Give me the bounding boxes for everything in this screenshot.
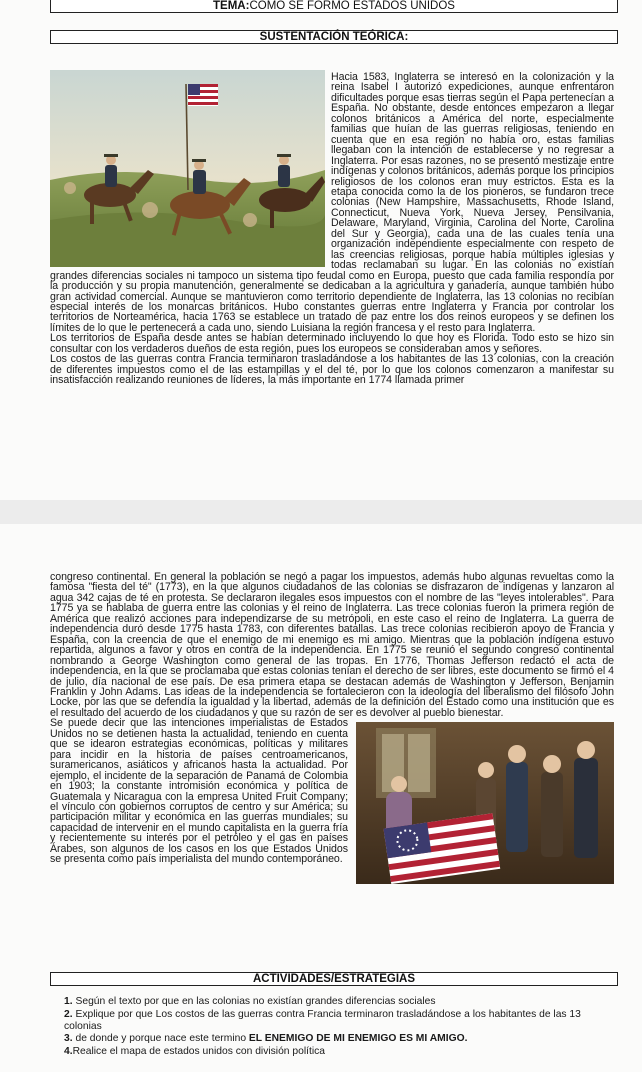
page2-body-text [50, 572, 614, 884]
independence-flag-illustration [356, 722, 614, 884]
document-page-1 [0, 0, 642, 500]
page1-paragraph-1: Hacia 1583, Inglaterra se interesó en la colonización y la reina Isabel I autorizó expediciones, aunque enfrentaron dificultades porque esas tierras según el Papa pertenecían a España. No obstante, desde entonces empezaron a llegar colonos británicos a América del norte, especialmente familias que huían de las guerras religiosas, teniendo en cuenta que en esa región no había oro, estas familias llegaban con la intención de establecerse y no regresar a Inglaterra. Por esas razones, no se presentó mestizaje entre indígenas y colonos británicos, además porque los principios religiosos de los colonos eran muy estrictos. Esta es la etapa conocida como la de los pioneros, se fundaron trece colonias (New Hampshire, Massachusetts, Rhode Island, Connecticut, Nueva York, Nueva Jersey, Pensilvania, Delaware, Maryland, Virginia, Carolina del Norte, Carolina del Sur y Georgia), cada una de las cuales tenía una organización independiente especialmente con respeto de las creencias religiosas, porque había múltiples iglesias y todas reclamaban su lugar. En las colonias no existían grandes diferencias sociales ni tampoco un sistema tipo feudal como en Europa, puesto que cada familia respondía por la producción y su propia manutención, generalmente se dedicaban a la agricultura y ganadería, aunque también hubo gran actividad comercial. Aunque se mantuvieron como territorio dependiente de Inglaterra, las 13 colonias no recibían especial interés de los monarcas británicos. Hubo constantes guerras entre Inglaterra y Francia por controlar los territorios de Norteamérica, hacia 1763 se establece un tratado de paz entre los dos reinos europeos y se definen los límites de lo que le pertenecerá a cada uno, siendo Luisiana la región francesa y el resto para Inglaterra. [50, 71, 614, 334]
cavalry-charge-illustration [50, 70, 325, 267]
activity-item: 2. Explique por que Los costos de las guerras contra Francia terminaron trasladándose a los habitantes de las 13 colonias [64, 1008, 581, 1032]
american-flag-icon [188, 84, 218, 106]
theoretical-basis-title: SUSTENTACIÓN TEÓRICA: [50, 30, 618, 44]
document-page-2 [0, 524, 642, 1072]
page2-paragraph-2: Se puede decir que las intenciones imperialistas de Estados Unidos no se detienen hasta la actualidad, teniendo en cuenta que se idearon estrategias económicas, políticas y militares para incidir en la historia de países centroamericanos, suramericanos, asiáticos y africanos hasta la actualidad. Por ejemplo, el incidente de la separación de Panamá de Colombia en 1903; la constante intromisión económica y política de Guatemala y Nicaragua con la empresa United Fruit Company; el vínculo con gobiernos corruptos de centro y sur América; su participación militar y económica en las guerras mundiales; su capacidad de intervenir en el mundo capitalista en la guerra fría y recientemente su interés por el petróleo y el gas en países Árabes, son algunos de los casos en los que Estados Unidos se presenta como país imperialista del mundo contemporáneo. [50, 717, 348, 866]
page1-body-text [50, 72, 614, 386]
activity-item: 3. de donde y porque nace este termino EL ENEMIGO DE MI ENEMIGO ES MI AMIGO. [64, 1033, 468, 1044]
topic-title-box [50, 0, 618, 13]
activity-item: 4.Realice el mapa de estados unidos con división política [64, 1045, 326, 1057]
topic-label: TEMA: [213, 0, 250, 12]
page1-paragraph-2: Los territorios de España desde antes se habían determinado incluyendo lo que hoy es Florida. Todo esto se hizo sin consultar con los verdaderos dueños de esta región, pues los europeos se consideraban amos y señores. [50, 332, 614, 355]
activities-title: ACTIVIDADES/ESTRATEGIAS [50, 972, 618, 986]
page2-paragraph-1: congreso continental. En general la población se negó a pagar los impuestos, además hubo algunas revueltas como la famosa "fiesta del té" (1773), en la que algunos ciudadanos de las colonias se disfrazaron de indígenas y lanzaron al agua 342 cajas de té en protesta. Se declararon ilegales esos impuestos con el nombre de las "leyes intolerables". Para 1775 ya se hablaba de guerra entre las colonias y el reino de Inglaterra. Las trece colonias fueron la primera región de América que realizó acciones para independizarse de su metrópoli, en este caso el reino de Inglaterra. La guerra de independencia duró desde 1775 hasta 1783, con diferentes batallas. Las trece colonias recibieron apoyo de Francia y España, con la creencia de que el enemigo de mi enemigo es mi amigo. Mientras que la población indígena estuvo repartida, algunos a favor y otros en contra de la independencia. En 1775 se reunió el segundo congreso continental nombrando a George Washington como general de las tropas. En 1776, Thomas Jefferson redactó el acta de independencia, en la que se proclamaba que estas colonias tenían el derecho de ser libres, este documento se firmó el 4 de julio, día nacional de ese país. De esa primera etapa se destacan además de Washington y Jefferson, Benjamin Franklin y John Adams. Las ideas de la independencia se fortalecieron con la ideología del liberalismo del filósofo John Locke, por las que se defendía la igualdad y la libertad, además de la definición del Estado como una institución que es el resultado del acuerdo de los ciudadanos y que su razón de ser es devolver al pueblo bienestar. [50, 571, 614, 719]
activity-item: 1. Según el texto por que en las colonias no existían grandes diferencias sociales [64, 996, 436, 1007]
page1-paragraph-3: Los costos de las guerras contra Francia terminaron trasladándose a los habitantes de las 13 colonias, con la creación de diferentes impuestos como el de las estampillas y el del té, por lo que los colonos comenzaron a manifestar su insatisfacción realizando reuniones de líderes, la más importante en 1774 llamada primer [50, 353, 614, 387]
topic-text: COMO SE FORMÓ ESTADOS UNIDOS [249, 0, 455, 12]
activities-list [64, 996, 620, 1058]
